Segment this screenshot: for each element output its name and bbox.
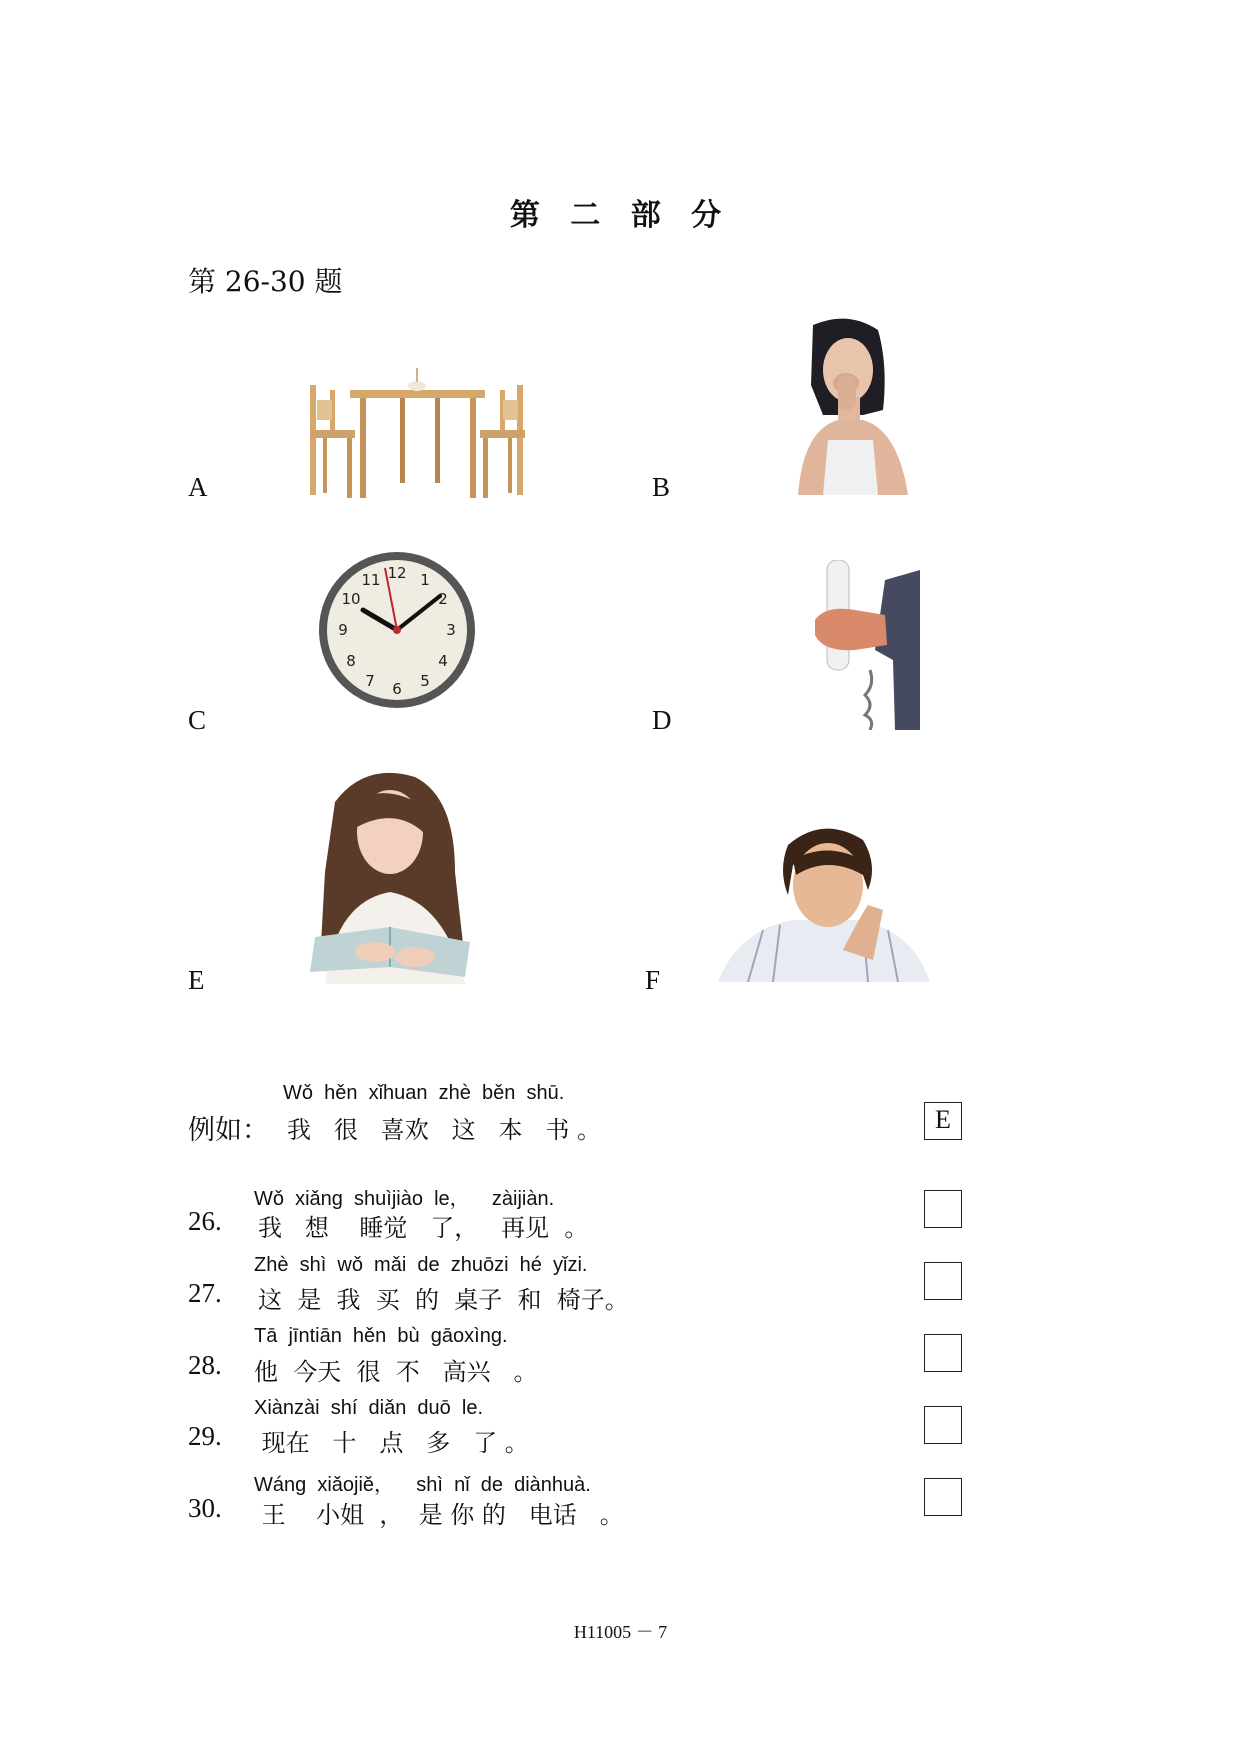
q28-number: 28. [188, 1350, 222, 1380]
option-letter-a: A [188, 472, 208, 502]
q29-hanzi: 现在 十 点 多 了 。 [254, 1429, 529, 1457]
svg-text:5: 5 [420, 672, 430, 690]
svg-text:1: 1 [420, 571, 430, 589]
svg-text:11: 11 [361, 571, 381, 589]
q27-number: 27. [188, 1278, 222, 1308]
question-range: 第 26-30 题 [188, 265, 343, 298]
q29-pinyin: Xiànzài shí diǎn duō le. [254, 1397, 484, 1419]
q26-hanzi: 我 想 睡觉 了， 再见 。 [258, 1214, 589, 1242]
q29-number: 29. [188, 1421, 222, 1451]
q27-pinyin: Zhè shì wǒ mǎi de zhuōzi hé yǐzi. [254, 1254, 588, 1276]
bored-man-picture [718, 820, 930, 982]
option-letter-d: D [652, 705, 672, 735]
q26-pinyin: Wǒ xiǎng shuìjiào le， zàijiàn. [254, 1188, 555, 1210]
option-letter-f: F [645, 965, 661, 995]
girl-reading-book-picture [305, 762, 480, 984]
example-label: 例如： [188, 1115, 269, 1146]
q26-number: 26. [188, 1206, 222, 1236]
svg-text:9: 9 [338, 621, 348, 639]
q29-answer-box[interactable] [924, 1406, 962, 1444]
hand-holding-phone-picture [815, 560, 920, 730]
q28-answer-box[interactable] [924, 1334, 962, 1372]
q28-hanzi: 他 今天 很 不 高兴 。 [254, 1358, 538, 1386]
q27-hanzi: 这 是 我 买 的 桌子 和 椅子。 [258, 1286, 629, 1314]
table-and-chairs-picture [305, 360, 530, 500]
svg-text:12: 12 [387, 564, 407, 582]
option-letter-b: B [652, 472, 671, 502]
q30-pinyin: Wáng xiǎojiě， shì nǐ de diànhuà. [254, 1474, 591, 1496]
svg-text:3: 3 [446, 621, 456, 639]
svg-text:8: 8 [346, 652, 356, 670]
svg-text:2: 2 [438, 590, 448, 608]
page-footer: H11005 － 7 [573, 1622, 668, 1642]
svg-text:6: 6 [392, 680, 402, 698]
example-pinyin: Wǒ hěn xǐhuan zhè běn shū. [283, 1082, 565, 1104]
example-hanzi: 我 很 喜欢 这 本 书 。 [287, 1116, 602, 1144]
q30-answer-box[interactable] [924, 1478, 962, 1516]
wall-clock-picture [315, 548, 480, 713]
woman-yawning-picture [783, 315, 913, 495]
q26-answer-box[interactable] [924, 1190, 962, 1228]
example-answer-box: E [924, 1102, 962, 1140]
q28-pinyin: Tā jīntiān hěn bù gāoxìng. [254, 1325, 508, 1347]
q27-answer-box[interactable] [924, 1262, 962, 1300]
svg-text:4: 4 [438, 652, 448, 670]
section-title: 第 二 部 分 [509, 198, 732, 233]
q30-hanzi: 王 小姐 ， 是 你 的 电话 。 [254, 1501, 624, 1529]
q30-number: 30. [188, 1493, 222, 1523]
svg-text:7: 7 [365, 672, 375, 690]
svg-text:10: 10 [341, 590, 361, 608]
option-letter-c: C [188, 705, 207, 735]
option-letter-e: E [188, 965, 205, 995]
